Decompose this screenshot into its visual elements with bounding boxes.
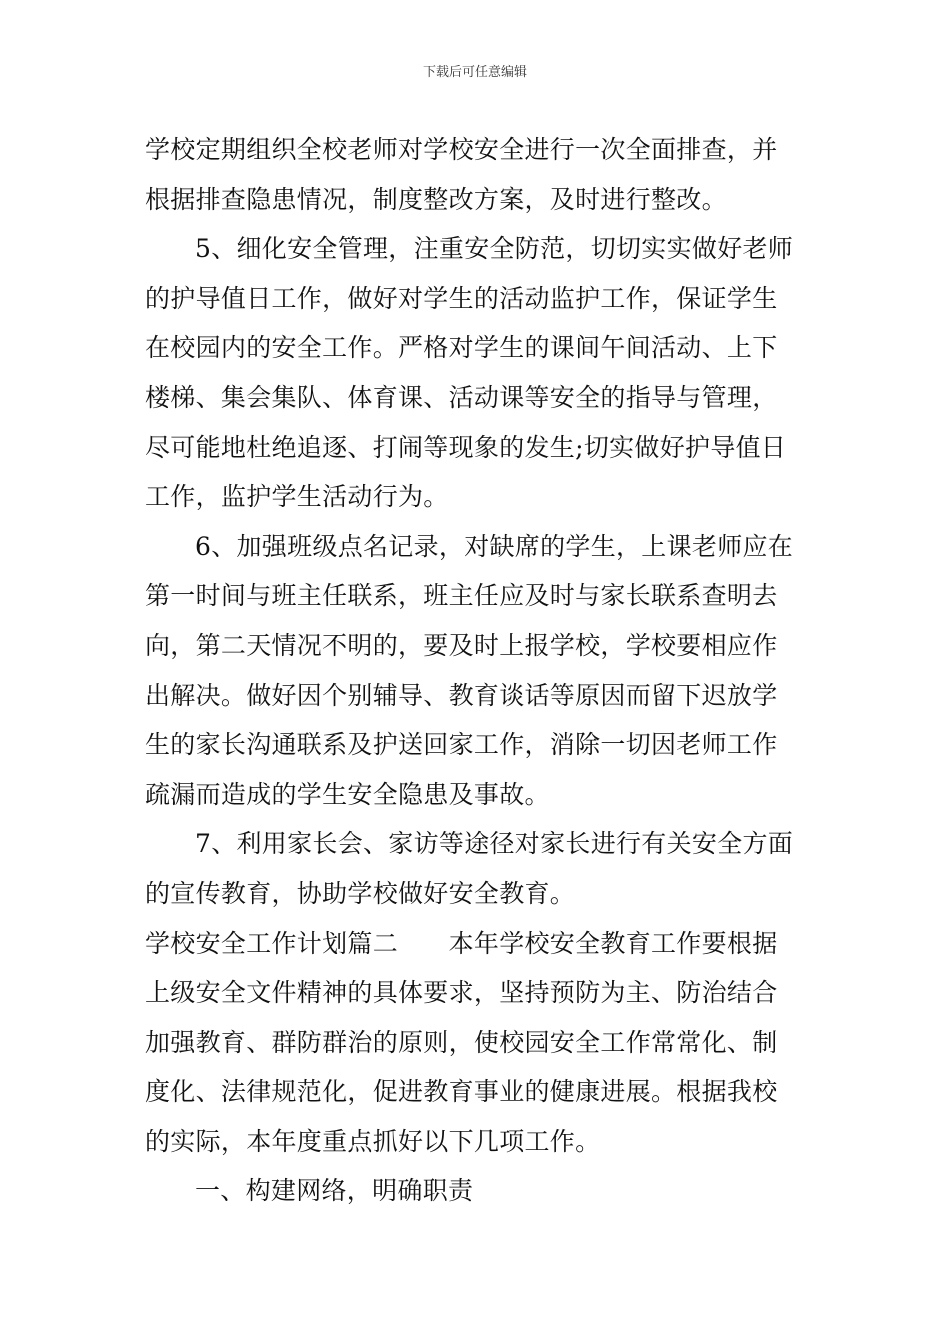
section-title-line: 学校安全工作计划篇二 本年学校安全教育工作要根据 [145,928,778,958]
paragraph-start-line: 6、加强班级点名记录，对缺席的学生，上课老师应在 [195,531,794,561]
section-heading-line: 一、构建网络，明确职责 [195,1176,474,1206]
paragraph-start-line: 5、细化安全管理，注重安全防范，切切实实做好老师 [195,234,794,264]
text-line: 上级安全文件精神的具体要求，坚持预防为主、防治结合 [145,978,778,1008]
text-line: 在校园内的安全工作。严格对学生的课间午间活动、上下 [145,333,778,363]
text-line: 根据排查隐患情况，制度整改方案，及时进行整改。 [145,184,727,214]
text-line: 尽可能地杜绝追逐、打闹等现象的发生;切实做好护导值日 [145,432,787,462]
document-body [145,125,810,1216]
text-line: 工作，监护学生活动行为。 [145,482,449,512]
text-line: 生的家长沟通联系及护送回家工作，消除一切因老师工作 [145,730,778,760]
text-line: 度化、法律规范化，促进教育事业的健康进展。根据我校 [145,1077,778,1107]
text-line: 出解决。做好因个别辅导、教育谈话等原因而留下迟放学 [145,680,778,710]
text-line: 楼梯、集会集队、体育课、活动课等安全的指导与管理， [145,382,778,412]
text-line: 疏漏而造成的学生安全隐患及事故。 [145,779,550,809]
text-line: 的护导值日工作，做好对学生的活动监护工作，保证学生 [145,283,778,313]
text-line: 的宣传教育，协助学校做好安全教育。 [145,878,576,908]
text-line: 的实际，本年度重点抓好以下几项工作。 [145,1126,601,1156]
text-line: 向，第二天情况不明的，要及时上报学校，学校要相应作 [145,630,778,660]
text-line: 第一时间与班主任联系，班主任应及时与家长联系查明去 [145,581,778,611]
text-line: 学校定期组织全校老师对学校安全进行一次全面排查，并 [145,135,778,164]
page-header-note: 下载后可任意编辑 [422,65,527,80]
text-line: 加强教育、群防群治的原则，使校园安全工作常常化、制 [145,1027,778,1057]
paragraph-start-line: 7、利用家长会、家访等途径对家长进行有关安全方面 [195,829,794,859]
